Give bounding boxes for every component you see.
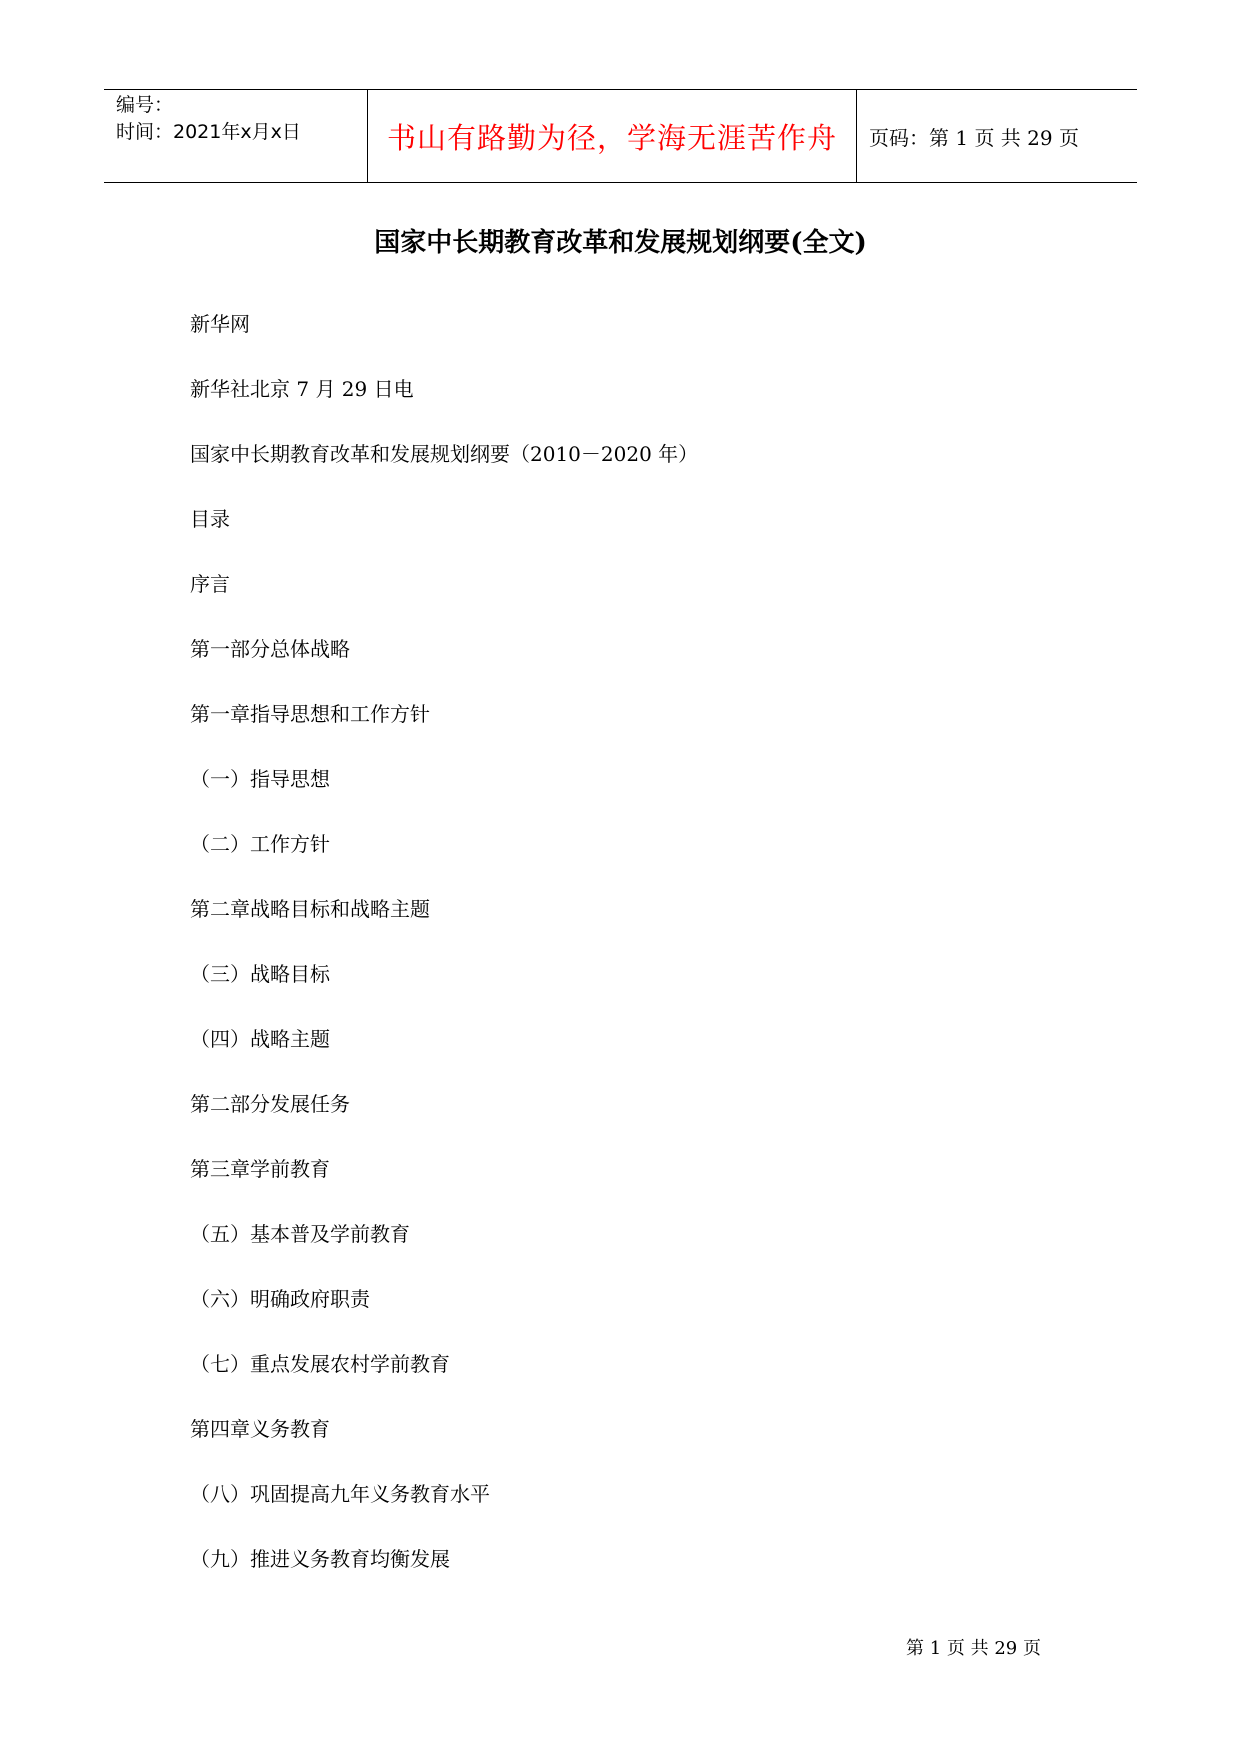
body-line: 国家中长期教育改革和发展规划纲要（2010－2020 年） xyxy=(190,442,699,466)
toc-item: （五）基本普及学前教育 xyxy=(190,1222,410,1246)
toc-item: 第一章指导思想和工作方针 xyxy=(190,702,430,726)
document-number-label: 编号： xyxy=(116,94,174,116)
toc-item: 第一部分总体战略 xyxy=(190,637,350,661)
toc-item: （三）战略目标 xyxy=(190,962,330,986)
toc-item: 第四章义务教育 xyxy=(190,1417,330,1441)
toc-item: （六）明确政府职责 xyxy=(190,1287,370,1311)
toc-item: （九）推进义务教育均衡发展 xyxy=(190,1547,450,1571)
toc-item: 第二章战略目标和战略主题 xyxy=(190,897,430,921)
document-title: 国家中长期教育改革和发展规划纲要(全文) xyxy=(374,228,867,258)
body-line: 新华网 xyxy=(190,312,250,336)
header-page-info: 页码：第 1 页 共 29 页 xyxy=(869,125,1079,150)
header-meta-cell xyxy=(104,90,368,182)
toc-item: （二）工作方针 xyxy=(190,832,330,856)
document-time-label: 时间：2021年x月x日 xyxy=(116,121,301,143)
header-page-cell xyxy=(857,90,1137,182)
document-header xyxy=(104,89,1137,183)
toc-item: （八）巩固提高九年义务教育水平 xyxy=(190,1482,490,1506)
toc-item: （四）战略主题 xyxy=(190,1027,330,1051)
header-motto-cell xyxy=(368,90,857,182)
body-line: 新华社北京 7 月 29 日电 xyxy=(190,377,414,401)
toc-item: （一）指导思想 xyxy=(190,767,330,791)
toc-item: （七）重点发展农村学前教育 xyxy=(190,1352,450,1376)
header-motto: 书山有路勤为径，学海无涯苦作舟 xyxy=(386,120,837,155)
toc-item: 序言 xyxy=(190,572,230,596)
toc-item: 第二部分发展任务 xyxy=(190,1092,350,1116)
toc-item: 第三章学前教育 xyxy=(190,1157,330,1181)
toc-heading: 目录 xyxy=(190,507,230,531)
page-footer: 第 1 页 共 29 页 xyxy=(906,1638,1041,1659)
document-body xyxy=(190,309,1090,1609)
